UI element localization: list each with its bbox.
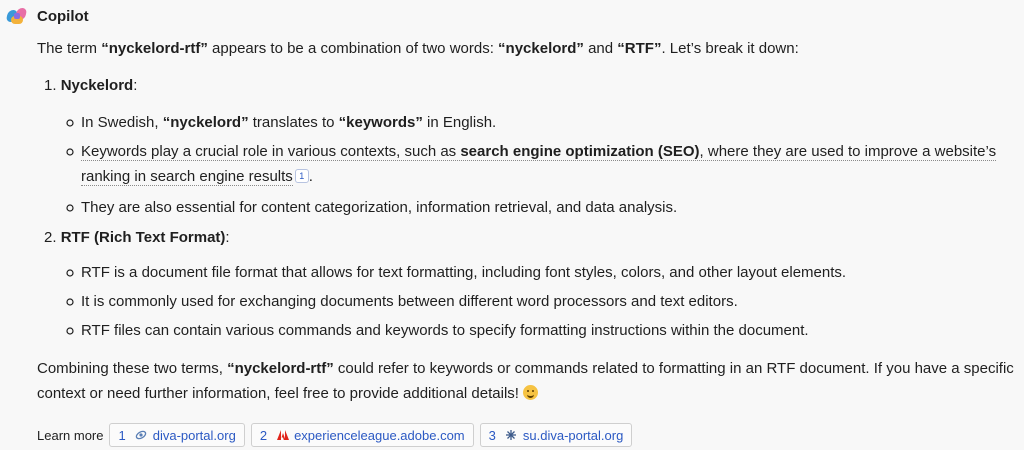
intro-text: The term (37, 40, 102, 57)
conclusion-paragraph (37, 355, 1014, 382)
intro-text: . Let’s break it down: (661, 40, 799, 57)
bullet-icon (66, 148, 74, 156)
bullet-bold: “nyckelord” (162, 114, 249, 131)
bullet-text: They are also essential for content categorization, information retrieval, and data analysis. (81, 199, 678, 216)
list-colon: : (133, 77, 138, 94)
bullet-icon (66, 298, 74, 306)
list-number: 1. (44, 77, 57, 94)
bullet-text: It is commonly used for exchanging documents between different word processors and text editors. (81, 293, 738, 310)
source-link-1[interactable] (109, 423, 244, 447)
intro-text: and (583, 40, 618, 57)
source-number: 2 (259, 427, 268, 443)
bullet-text-part: . (308, 168, 313, 185)
bullet-text-part: In Swedish, (81, 114, 163, 131)
list-number: 2. (44, 229, 57, 246)
bullet-text (81, 109, 496, 136)
list-item-title: Nyckelord (60, 77, 134, 94)
bullet-text-part: in English. (422, 114, 497, 131)
copilot-logo-icon (6, 5, 28, 27)
conclusion-bold-term: “nyckelord-rtf” (227, 360, 334, 377)
smiling-face-emoji-icon (523, 385, 538, 400)
list-item-2-heading (44, 224, 230, 251)
intro-bold-term: “nyckelord-rtf” (101, 40, 208, 57)
bullet-text-part: translates to (248, 114, 339, 131)
conclusion-text: context or need further information, feel free to provide additional details! (37, 385, 524, 402)
conclusion-paragraph-continued (37, 380, 538, 407)
assistant-name: Copilot (37, 7, 89, 25)
su-icon (505, 429, 518, 442)
intro-bold-term: “nyckelord” (498, 40, 584, 57)
list-item-title: RTF (Rich Text Format) (60, 229, 226, 246)
bullet-text: RTF is a document file format that allows for text formatting, including font styles, colors, and other layout elements. (81, 264, 847, 281)
source-domain: experienceleague.adobe.com (294, 427, 465, 443)
bullet-bold: “keywords” (338, 114, 423, 131)
intro-bold-term: “RTF” (617, 40, 662, 57)
bullet-text: RTF files can contain various commands and keywords to specify formatting instructions within the document. (81, 322, 809, 339)
learn-more-label: Learn more (37, 427, 104, 443)
cited-text-link[interactable]: ranking in search engine results (81, 168, 293, 185)
intro-paragraph (37, 35, 799, 62)
response-header (6, 5, 89, 27)
bullet-text-continued[interactable] (81, 163, 313, 190)
citation-badge[interactable]: 1 (295, 169, 309, 183)
source-domain: su.diva-portal.org (522, 427, 624, 443)
source-link-3[interactable] (480, 423, 633, 447)
bullet-bold: search engine optimization (SEO) (460, 143, 700, 160)
source-number: 3 (488, 427, 496, 443)
cited-text-link[interactable] (81, 143, 996, 161)
bullet-icon (66, 327, 74, 335)
source-domain: diva-portal.org (152, 427, 236, 443)
source-link-2[interactable] (251, 423, 474, 447)
intro-text: appears to be a combination of two words: (207, 40, 499, 57)
adobe-icon (276, 429, 289, 442)
bullet-text[interactable] (81, 138, 996, 165)
conclusion-text: Combining these two terms, (37, 360, 228, 377)
bullet-icon (66, 269, 74, 277)
bullet-text-part: Keywords play a crucial role in various contexts, such as (81, 143, 461, 160)
source-number: 1 (118, 427, 126, 443)
bullet-icon (66, 204, 74, 212)
conclusion-text: could refer to keywords or commands related to formatting in an RTF document. If you have a specific (333, 360, 1014, 377)
diva-icon (135, 429, 148, 442)
bullet-icon (66, 119, 74, 127)
list-colon: : (225, 229, 230, 246)
bullet-text-part: , where they are used to improve a website’s (699, 143, 997, 160)
list-item-1-heading (44, 72, 137, 99)
learn-more-bar (37, 423, 638, 447)
